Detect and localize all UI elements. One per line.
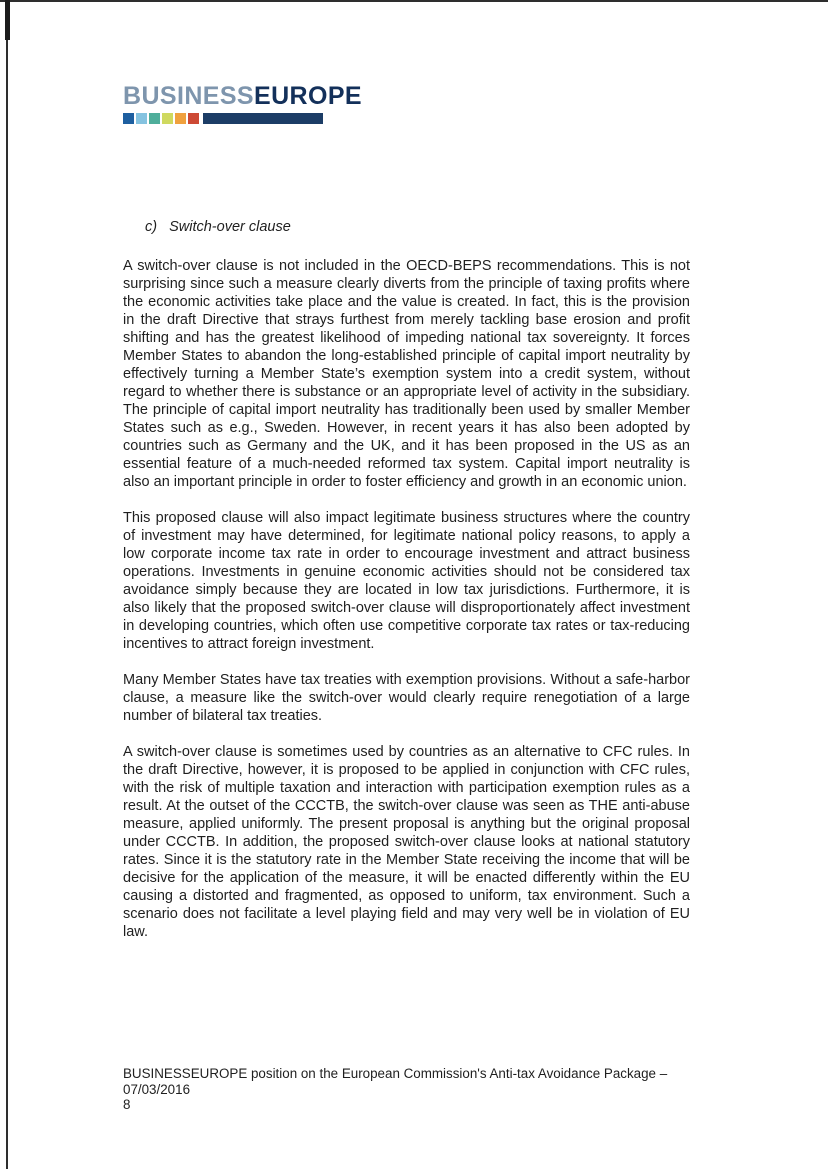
paragraph-legitimate-structures: This proposed clause will also impact legitimate business structures where the country of investment may have determined, for legitimate national policy reasons, to apply a low corporate income tax rate in order to encourage investment and attract business operations. Investments in genuine economic activities should not be considered tax avoidance simply because they are located in low tax jurisdictions. Furthermore, it is also likely that the proposed switch-over clause will disproportionately affect investment in developing countries, which often use competitive corporate tax rates or tax-reducing incentives to attract foreign investment. bbox=[123, 510, 690, 652]
logo-color-square bbox=[162, 113, 173, 124]
logo-color-squares bbox=[123, 113, 199, 124]
logo-color-square bbox=[123, 113, 134, 124]
paragraph-tax-treaties: Many Member States have tax treaties with exemption provisions. Without a safe-harbor clause, a measure like the switch-over would clearly require renegotiation of a large number of bilateral tax treaties. bbox=[123, 672, 690, 724]
paragraph-switch-over-intro: A switch-over clause is not included in the OECD-BEPS recommendations. This is not surprising since such a measure clearly diverts from the principle of taxing profits where the economic activities take place and the value is created. In fact, this is the provision in the draft Directive that strays furthest from merely tackling base erosion and profit shifting and has the greatest likelihood of impeding national tax sovereignty. It forces Member States to abandon the long-established principle of capital import neutrality by effectively turning a Member State’s exemption system into a credit system, without regard to whether there is substance or an appropriate level of activity in the subsidiary. The principle of capital import neutrality has traditionally been used by smaller Member States such as e.g., Sweden. However, in recent years it has also been adopted by countries such as Germany and the UK, and it has been proposed in the US as an essential feature of a much-needed reformed tax system. Capital import neutrality is also an important principle in order to foster efficiency and growth in an economic union. bbox=[123, 258, 690, 490]
businesseurope-logo bbox=[123, 84, 362, 124]
footer-line1: BUSINESSEUROPE position on the European Commission's Anti-tax Avoidance Package – bbox=[123, 1066, 668, 1081]
footer-line2: 07/03/2016 bbox=[123, 1081, 191, 1097]
section-heading-label: c) bbox=[145, 219, 158, 235]
section-heading bbox=[123, 218, 690, 236]
paragraph-cfc-alternative: A switch-over clause is sometimes used by countries as an alternative to CFC rules. In the draft Directive, however, it is proposed to be applied in conjunction with CFC rules, with the risk of multiple taxation and interaction with participation exemption rules as a result. At the outset of the CCCTB, the switch-over clause was seen as THE anti-abuse measure, applied uniformly. The present proposal is anything but the original proposal under CCCTB. In addition, the proposed switch-over clause looks at national statutory rates. Since it is the statutory rate in the Member State receiving the income that will be decisive for the application of the measure, it will be enacted differently within the EU causing a distorted and fragmented, as opposed to uniform, tax environment. Such a scenario does not facilitate a level playing field and may very well be in violation of EU law. bbox=[123, 744, 690, 940]
scan-edge-left bbox=[6, 0, 8, 1169]
logo-color-square bbox=[149, 113, 160, 124]
logo-color-square bbox=[136, 113, 147, 124]
logo-color-square bbox=[188, 113, 199, 124]
page-footer bbox=[123, 1066, 690, 1113]
section-heading-text: Switch-over clause bbox=[169, 219, 291, 235]
page-number: 8 bbox=[123, 1097, 131, 1113]
logo-brand-business: BUSINESS bbox=[123, 82, 255, 110]
logo-color-row bbox=[123, 113, 362, 124]
document-body bbox=[123, 218, 690, 959]
logo-brand-europe: EUROPE bbox=[254, 82, 362, 110]
logo-wordmark bbox=[123, 84, 362, 109]
scan-edge-top bbox=[0, 0, 828, 2]
scan-corner-mark bbox=[5, 0, 10, 40]
logo-color-square bbox=[175, 113, 186, 124]
logo-color-bar bbox=[203, 113, 323, 124]
